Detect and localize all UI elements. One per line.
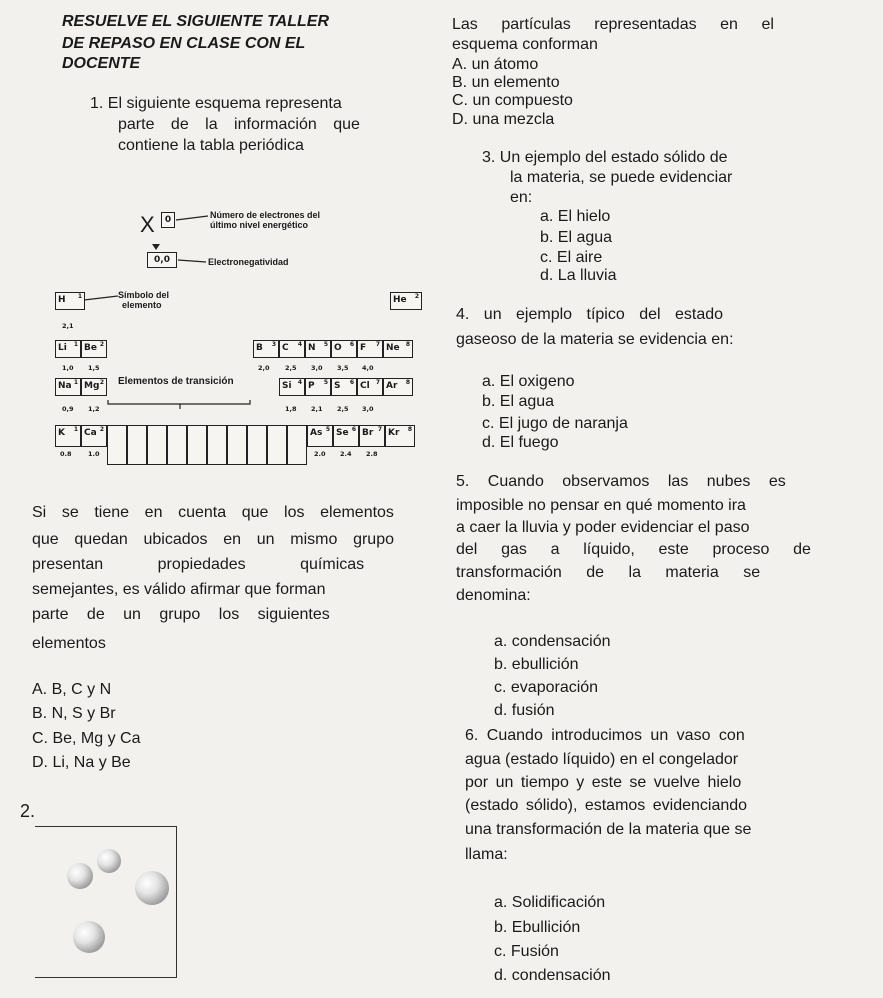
q1-stem-line-5: parte de un grupo los siguientes [32,606,330,623]
element-cell: P 5 [305,378,331,396]
particle [67,863,93,889]
q3-option-d: d. La lluvia [540,267,617,284]
q4-option-d: d. El fuego [482,434,559,451]
legend-symbol-x: X [140,212,155,237]
element-en: 4,0 [362,364,374,372]
title-line-3: DOCENTE [62,55,141,72]
q6-line-1: 6. Cuando introducimos un vaso con [465,727,745,744]
q2-stem-line-1: Las partículas representadas en el [452,16,774,33]
element-cell: Se 6 [333,425,359,447]
q2-option-c: C. un compuesto [452,92,573,109]
q2-option-a: A. un átomo [452,56,539,73]
transition-cell [247,425,267,465]
element-cell: Na 1 [55,378,81,396]
q1-stem-line-6: elementos [32,635,106,652]
element-en: 2,1 [311,405,323,413]
q1-stem-line-4: semejantes, es válido afirmar que forman [32,581,326,598]
element-en: 1,5 [88,364,100,372]
q5-line-2: imposible no pensar en qué momento ira [456,497,746,514]
element-en: 3,5 [337,364,349,372]
q5-line-5: transformación de la materia se [456,564,761,581]
transition-cell [287,425,307,465]
element-cell: N 5 [305,340,331,358]
q1-option-c: C. Be, Mg y Ca [32,730,141,747]
q3-option-b: b. El agua [540,229,613,246]
element-en: 1,8 [285,405,297,413]
transition-cell [187,425,207,465]
q6-line-6: llama: [465,846,508,863]
legend-symbol-label-2: elemento [122,300,162,310]
element-cell: F 7 [357,340,383,358]
q1-line-3: contiene la tabla periódica [118,137,304,154]
element-en: 0.8 [60,450,72,458]
element-cell: Ne 8 [383,340,413,358]
element-en: 0,9 [62,405,74,413]
transition-cell [227,425,247,465]
transition-cell [107,425,127,465]
q6-line-3: por un tiempo y este se vuelve hielo [465,774,742,791]
element-cell: Ca 2 [81,425,107,447]
q5-line-4: del gas a líquido, este proceso de [456,541,811,558]
element-cell: Mg 2 [81,378,107,396]
particle [97,849,121,873]
legend-symbol-label-1: Símbolo del [118,290,170,300]
legend-en-box: 0,0 [147,252,177,268]
transition-cell [267,425,287,465]
q6-line-2: agua (estado líquido) en el congelador [465,751,739,768]
q1-line-2: parte de la información que [118,116,360,133]
q4-option-b: b. El agua [482,393,555,410]
element-cell: Cl 7 [357,378,383,396]
element-en: 3,0 [311,364,323,372]
arrow-up-head [152,244,160,250]
transition-cell [207,425,227,465]
q4-line-1: 4. un ejemplo típico del estado [456,306,724,323]
title-line-1: RESUELVE EL SIGUIENTE TALLER [62,13,329,30]
q2-number: 2. [20,801,36,821]
q6-line-4: (estado sólido), estamos evidenciando [465,797,748,814]
transition-cell [147,425,167,465]
q5-option-a: a. condensación [494,633,611,650]
q5-line-3: a caer la lluvia y poder evidenciar el paso [456,519,750,536]
q1-stem-line-1: Si se tiene en cuenta que los elementos [32,504,394,521]
q3-line-3: en: [510,189,533,206]
particles-figure [35,826,177,978]
arrow-symbol [84,296,118,300]
element-cell: Si 4 [279,378,305,396]
element-cell: Kr 8 [385,425,415,447]
arrow-num [176,216,208,220]
q5-option-b: b. ebullición [494,656,579,673]
element-cell: B 3 [253,340,279,358]
element-en: 2.4 [340,450,352,458]
element-cell: As 5 [307,425,333,447]
element-en: 2,5 [285,364,297,372]
element-cell: K 1 [55,425,81,447]
q6-option-c: c. Fusión [494,943,559,960]
transition-cell [127,425,147,465]
legend-num-label-2: último nivel energético [210,220,309,230]
element-cell: C 4 [279,340,305,358]
element-cell: Be 2 [81,340,107,358]
arrow-en [178,260,206,262]
q1-stem-line-3: presentan propiedades químicas [32,556,365,573]
q3-option-a: a. El hielo [540,208,611,225]
element-en: 2,0 [258,364,270,372]
q4-line-2: gaseoso de la materia se evidencia en: [456,331,734,348]
q1-line-1: 1. El siguiente esquema representa [90,95,342,112]
q2-option-d: D. una mezcla [452,111,555,128]
legend-num-box: 0 [161,212,175,228]
element-cell: He 2 [390,292,422,310]
q1-option-d: D. Li, Na y Be [32,754,131,771]
q3-option-c: c. El aire [540,249,603,266]
q6-line-5: una transformación de la materia que se [465,821,752,838]
q6-option-a: a. Solidificación [494,894,606,911]
q6-option-b: b. Ebullición [494,919,581,936]
q6-option-d: d. condensación [494,967,611,984]
q1-stem-line-2: que quedan ubicados en un mismo grupo [32,531,394,548]
particle [73,921,105,953]
legend-en-label: Electronegatividad [208,257,289,267]
q4-option-c: c. El jugo de naranja [482,415,628,432]
particle [135,871,169,905]
element-en: 3,0 [362,405,374,413]
element-en: 2.8 [366,450,378,458]
transition-bracket [108,400,250,404]
element-en: 1,0 [62,364,74,372]
element-en: 1.0 [88,450,100,458]
q4-option-a: a. El oxigeno [482,373,575,390]
q5-line-6: denomina: [456,587,531,604]
periodic-table-figure [0,0,440,480]
element-cell: Br 7 [359,425,385,447]
q2-option-b: B. un elemento [452,74,560,91]
element-cell: O 6 [331,340,357,358]
element-cell: Li 1 [55,340,81,358]
legend-num-label-1: Número de electrones del [210,210,321,220]
q2-stem-line-2: esquema conforman [452,36,598,53]
q5-option-c: c. evaporación [494,679,599,696]
title-line-2: DE REPASO EN CLASE CON EL [62,35,306,52]
element-cell: H 1 [55,292,85,310]
transition-label: Elementos de transición [118,376,234,387]
q3-line-2: la materia, se puede evidenciar [510,169,733,186]
q3-line-1: 3. Un ejemplo del estado sólido de [482,149,728,166]
element-en: 2,1 [62,322,74,330]
element-en: 2,5 [337,405,349,413]
q1-option-b: B. N, S y Br [32,705,116,722]
q5-option-d: d. fusión [494,702,555,719]
element-cell: Ar 8 [383,378,413,396]
q5-line-1: 5. Cuando observamos las nubes es [456,473,786,490]
element-en: 2.0 [314,450,326,458]
element-en: 1,2 [88,405,100,413]
element-cell: S 6 [331,378,357,396]
q1-option-a: A. B, C y N [32,681,112,698]
transition-cell [167,425,187,465]
